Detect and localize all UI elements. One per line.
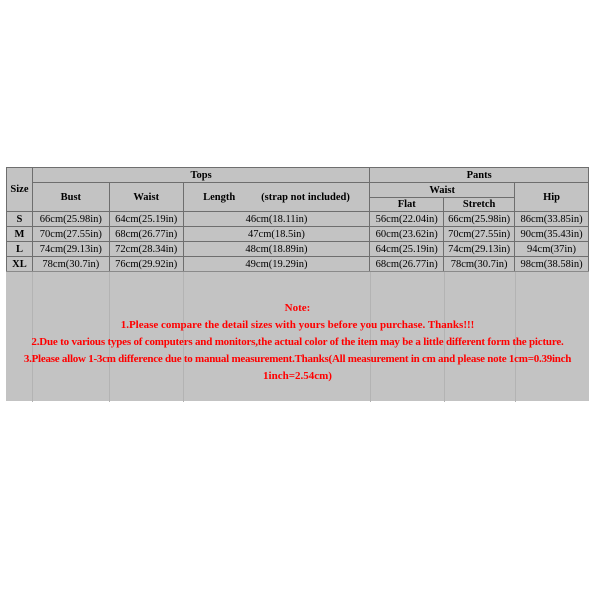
hip-cell: 94cm(37in) <box>515 242 589 257</box>
stretch-cell: 74cm(29.13in) <box>444 242 515 257</box>
length-header <box>183 183 370 212</box>
notes-panel <box>6 271 589 402</box>
bust-cell: 70cm(27.55in) <box>32 227 109 242</box>
length-cell: 49cm(19.29in) <box>183 257 370 272</box>
hip-cell: 86cm(33.85in) <box>515 212 589 227</box>
hip-cell: 90cm(35.43in) <box>515 227 589 242</box>
flat-cell: 60cm(23.62in) <box>370 227 444 242</box>
note-line-3: 3.Please allow 1-3cm difference due to manual measurement.Thanks(All measurement in cm and please note 1cm=0.39inch <box>23 353 572 365</box>
table-row <box>7 212 589 227</box>
hip-cell: 98cm(38.58in) <box>515 257 589 272</box>
length-note: (strap not included) <box>261 191 350 203</box>
bust-cell: 78cm(30.7in) <box>32 257 109 272</box>
flat-cell: 64cm(25.19in) <box>370 242 444 257</box>
length-cell: 48cm(18.89in) <box>183 242 370 257</box>
hip-header: Hip <box>515 183 589 212</box>
note-line-4: 1inch=2.54cm) <box>263 370 332 382</box>
flat-cell: 68cm(26.77in) <box>370 257 444 272</box>
note-line-2: 2.Due to various types of computers and monitors,the actual color of the item may be a little different form the picture. <box>31 336 564 348</box>
table-row <box>7 227 589 242</box>
length-cell: 47cm(18.5in) <box>183 227 370 242</box>
flat-cell: 56cm(22.04in) <box>370 212 444 227</box>
stretch-cell: 78cm(30.7in) <box>444 257 515 272</box>
waist-cell: 68cm(26.77in) <box>109 227 183 242</box>
waist-cell: 76cm(29.92in) <box>109 257 183 272</box>
waist-cell: 64cm(25.19in) <box>109 212 183 227</box>
pants-waist-header: Waist <box>370 183 515 198</box>
bust-cell: 74cm(29.13in) <box>32 242 109 257</box>
size-cell: M <box>7 227 33 242</box>
length-cell: 46cm(18.11in) <box>183 212 370 227</box>
size-cell: L <box>7 242 33 257</box>
stretch-cell: 66cm(25.98in) <box>444 212 515 227</box>
waist-cell: 72cm(28.34in) <box>109 242 183 257</box>
note-text <box>6 300 589 385</box>
size-chart <box>6 167 589 401</box>
note-line-1: 1.Please compare the detail sizes with yours before you purchase. Thanks!!! <box>120 319 475 331</box>
size-table <box>6 167 589 272</box>
table-row <box>7 242 589 257</box>
bust-cell: 66cm(25.98in) <box>32 212 109 227</box>
tops-waist-header: Waist <box>109 183 183 212</box>
bust-header: Bust <box>32 183 109 212</box>
flat-header: Flat <box>370 198 444 212</box>
note-title: Note: <box>284 302 311 314</box>
stretch-header: Stretch <box>444 198 515 212</box>
stretch-cell: 70cm(27.55in) <box>444 227 515 242</box>
size-cell: S <box>7 212 33 227</box>
table-row <box>7 257 589 272</box>
length-label: Length <box>203 191 236 203</box>
tops-header: Tops <box>32 168 369 183</box>
size-cell: XL <box>7 257 33 272</box>
pants-header: Pants <box>370 168 589 183</box>
size-header: Size <box>7 168 33 212</box>
